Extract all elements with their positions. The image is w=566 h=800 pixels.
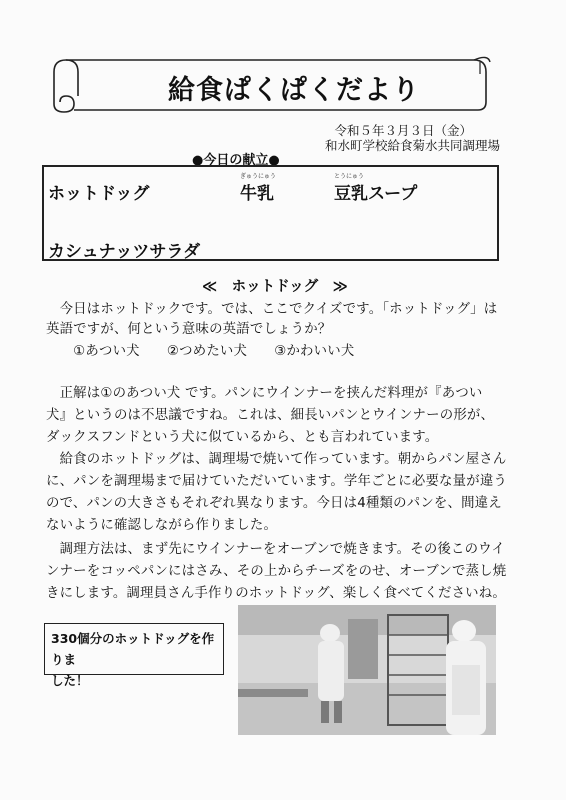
quiz-options: ①あつい犬 ②つめたい犬 ③かわいい犬 xyxy=(46,344,355,359)
menu-heading: ●今日の献立● xyxy=(192,153,280,168)
menu-item-salad: カシュナッツサラダ xyxy=(48,242,201,262)
menu-reading-milk: ぎゅうにゅう xyxy=(240,173,276,180)
production-note xyxy=(44,623,224,688)
issue-date: 令和５年３月３日（金） xyxy=(334,123,472,138)
menu-item-milk: 牛乳 xyxy=(240,184,274,204)
article-line: 今日はホットドックです。では、ここでクイズです。「ホットドッグ」は xyxy=(46,302,498,317)
article-title: ≪ ホットドッグ ≫ xyxy=(202,279,348,295)
article-line: 給食のホットドッグは、調理場で焼いて作っています。朝からパン屋さん xyxy=(46,452,507,467)
menu-item-soup: 豆乳スープ xyxy=(334,184,418,204)
newsletter-title: 給食ぱくぱくだより xyxy=(168,75,420,106)
article-line: ンナーをコッペパンにはさみ、その上からチーズをのせ、オーブンで蒸し焼 xyxy=(46,564,507,579)
article-line: ないように確認しながら作りました。 xyxy=(46,518,278,533)
school-name: 和水町学校給食菊水共同調理場 xyxy=(324,138,500,153)
note-line: 330個分のホットドッグを作りま xyxy=(51,631,215,667)
article-line: ので、パンの大きさもそれぞれ異なります。今日は4種類のパンを、間違え xyxy=(46,496,502,511)
kitchen-staff-image xyxy=(238,605,496,735)
menu-box xyxy=(42,165,499,261)
article-line: 正解は①のあつい犬 です。パンにウインナーを挟んだ料理が『あつい xyxy=(46,386,483,401)
article-line: 犬』というのは不思議ですね。これは、細長いパンとウインナーの形が、 xyxy=(46,408,495,423)
article-line: 調理方法は、まず先にウインナーをオーブンで焼きます。その後このウイ xyxy=(46,542,505,557)
title-banner xyxy=(44,52,494,116)
menu-reading-soy: とうにゅう xyxy=(334,173,364,180)
article-line: 英語ですが、何という意味の英語でしょうか？ xyxy=(46,322,332,337)
kitchen-photo xyxy=(238,605,496,735)
note-line: した！ xyxy=(51,673,89,688)
article-line: ダックスフンドという犬に似ているから、とも言われています。 xyxy=(46,430,439,445)
menu-item-hotdog: ホットドッグ xyxy=(48,184,150,204)
article-line: きにします。調理員さん手作りのホットドッグ、楽しく食べてくださいね。 xyxy=(46,586,506,601)
article-line: に、パンを調理場まで届けていただいています。学年ごとに必要な量が違う xyxy=(46,474,508,489)
